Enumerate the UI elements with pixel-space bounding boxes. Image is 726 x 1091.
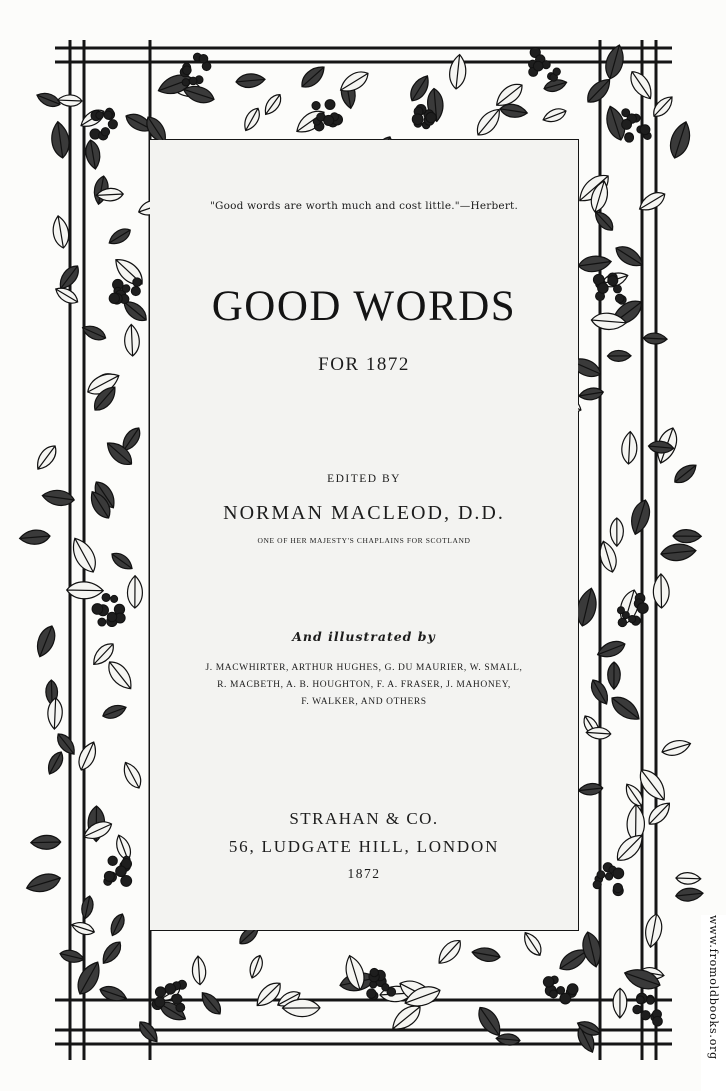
berry-ornament — [325, 100, 335, 110]
leaf-ornament — [106, 225, 133, 248]
publisher-name: STRAHAN & CO. — [289, 809, 439, 828]
leaf-ornament — [660, 542, 697, 562]
berry-ornament — [104, 111, 112, 119]
berry-ornament — [615, 294, 624, 303]
berry-ornament — [370, 968, 378, 976]
leaf-ornament — [49, 121, 71, 160]
berry-ornament — [98, 618, 106, 626]
berry-ornament — [116, 866, 127, 877]
berry-ornament — [121, 875, 132, 886]
leaf-ornament — [80, 895, 95, 920]
illustrator-line: R. MACBETH, A. B. HOUGHTON, F. A. FRASER, J. MAHONEY, — [217, 680, 511, 690]
berry-ornament — [613, 883, 622, 892]
berry-ornament — [182, 79, 189, 86]
illustrated-by-label: And illustrated by — [292, 629, 436, 644]
leaf-ornament — [671, 460, 700, 486]
berry-ornament — [412, 114, 423, 125]
leaf-ornament — [75, 739, 100, 773]
book-title: GOOD WORDS — [211, 283, 517, 330]
leaf-ornament — [676, 872, 701, 884]
berry-ornament — [101, 128, 109, 136]
berry-ornament — [92, 604, 103, 615]
leaf-ornament — [675, 887, 704, 902]
leaf-ornament — [434, 936, 465, 968]
berry-ornament — [108, 856, 117, 865]
leaf-ornament — [650, 93, 677, 121]
berry-ornament — [111, 595, 118, 602]
berry-ornament — [605, 873, 612, 880]
berry-ornament — [637, 603, 648, 614]
berry-ornament — [102, 593, 110, 601]
leaf-ornament — [67, 582, 104, 600]
leaf-ornament — [127, 576, 142, 608]
illustrator-line: J. MACWHIRTER, ARTHUR HUGHES, G. DU MAURIER, W. SMALL, — [205, 663, 523, 673]
leaf-ornament — [621, 431, 638, 464]
leaf-ornament — [235, 73, 265, 89]
berry-ornament — [104, 871, 114, 881]
leaf-ornament — [607, 350, 631, 361]
leaf-ornament — [610, 518, 623, 546]
berry-ornament — [593, 881, 601, 889]
leaf-ornament — [608, 662, 621, 689]
berry-ornament — [382, 984, 389, 991]
leaf-ornament — [103, 657, 136, 693]
leaf-ornament — [541, 106, 568, 125]
berry-ornament — [622, 612, 629, 619]
watermark-text: www.fromoldbooks.org — [707, 915, 720, 1061]
berry-ornament — [629, 616, 636, 623]
berry-ornament — [633, 1005, 641, 1013]
leaf-ornament — [292, 106, 328, 138]
berry-ornament — [165, 984, 176, 995]
berry-ornament — [533, 61, 543, 71]
leaf-ornament — [613, 988, 627, 1018]
berry-ornament — [618, 618, 626, 626]
leaf-ornament — [98, 938, 124, 967]
berry-ornament — [641, 1011, 650, 1020]
leaf-ornament — [73, 958, 106, 998]
epigraph: "Good words are worth much and cost little."—Herbert. — [210, 200, 518, 212]
leaf-ornament — [471, 946, 501, 964]
berry-ornament — [613, 285, 621, 293]
leaf-ornament — [24, 870, 62, 896]
berry-ornament — [133, 278, 142, 287]
leaf-ornament — [101, 702, 128, 721]
berry-ornament — [608, 276, 618, 286]
leaf-ornament — [59, 948, 86, 965]
berry-ornament — [653, 1016, 663, 1026]
berry-ornament — [426, 112, 436, 122]
leaf-ornament — [643, 333, 667, 345]
leaf-ornament — [673, 529, 701, 542]
berry-ornament — [324, 115, 334, 125]
leaf-ornament — [645, 799, 675, 829]
berry-ornament — [199, 54, 208, 63]
berry-ornament — [367, 989, 376, 998]
publication-year: 1872 — [347, 866, 381, 881]
leaf-ornament — [520, 929, 545, 958]
leaf-ornament — [51, 215, 71, 250]
edited-by-label: EDITED BY — [327, 473, 401, 485]
leaf-ornament — [33, 442, 61, 473]
leaf-ornament — [660, 737, 692, 759]
berry-ornament — [636, 996, 644, 1004]
leaf-ornament — [84, 139, 102, 170]
illustrator-list — [150, 660, 578, 711]
berry-ornament — [96, 111, 103, 118]
leaf-ornament — [33, 623, 59, 659]
berry-ornament — [172, 994, 182, 1004]
leaf-ornament — [607, 692, 644, 725]
berry-ornament — [625, 133, 634, 142]
berry-ornament — [543, 977, 553, 987]
leaf-ornament — [448, 54, 467, 90]
title-year-line: FOR 1872 — [318, 354, 410, 375]
berry-ornament — [312, 102, 320, 110]
berry-ornament — [560, 993, 571, 1004]
editor-title: ONE OF HER MAJESTY'S CHAPLAINS FOR SCOTLAND — [257, 536, 471, 545]
leaf-ornament — [57, 94, 82, 106]
leaf-ornament — [247, 954, 265, 980]
berry-ornament — [613, 868, 624, 879]
leaf-ornament — [109, 549, 136, 573]
berry-ornament — [109, 293, 119, 303]
berry-ornament — [107, 612, 117, 622]
leaf-ornament — [241, 105, 264, 133]
leaf-ornament — [191, 956, 206, 986]
berry-ornament — [108, 120, 117, 129]
leaf-ornament — [70, 920, 96, 938]
berry-ornament — [598, 283, 609, 294]
berry-ornament — [622, 119, 632, 129]
leaf-ornament — [107, 912, 127, 938]
illustrator-line: F. WALKER, AND OTHERS — [301, 697, 427, 707]
leaf-ornament — [124, 324, 140, 356]
berry-ornament — [189, 77, 197, 85]
leaf-ornament — [297, 62, 328, 92]
leaf-ornament — [135, 1018, 161, 1045]
leaf-ornament — [474, 1003, 506, 1040]
watermark — [701, 915, 726, 1091]
publisher-address: 56, LUDGATE HILL, LONDON — [228, 837, 500, 856]
leaf-ornament — [666, 119, 694, 160]
berry-ornament — [155, 997, 165, 1007]
berry-ornament — [550, 990, 558, 998]
leaf-ornament — [197, 989, 224, 1018]
leaf-ornament — [643, 913, 664, 949]
berry-ornament — [597, 871, 605, 879]
leaf-ornament — [120, 759, 145, 791]
berry-ornament — [553, 68, 560, 75]
berry-ornament — [640, 125, 650, 135]
leaf-ornament — [627, 498, 653, 537]
berry-ornament — [647, 997, 655, 1005]
berry-ornament — [622, 109, 630, 117]
berry-ornament — [122, 285, 130, 293]
berry-ornament — [183, 66, 192, 75]
leaf-ornament — [19, 529, 51, 546]
leaf-ornament — [31, 835, 61, 849]
editor-name: NORMAN MACLEOD, D.D. — [223, 502, 505, 524]
leaf-ornament — [591, 208, 616, 234]
berry-ornament — [131, 287, 140, 296]
leaf-ornament — [577, 254, 612, 274]
leaf-ornament — [261, 91, 284, 117]
leaf-ornament — [44, 749, 66, 776]
berry-ornament — [155, 987, 165, 997]
berry-ornament — [567, 984, 578, 995]
